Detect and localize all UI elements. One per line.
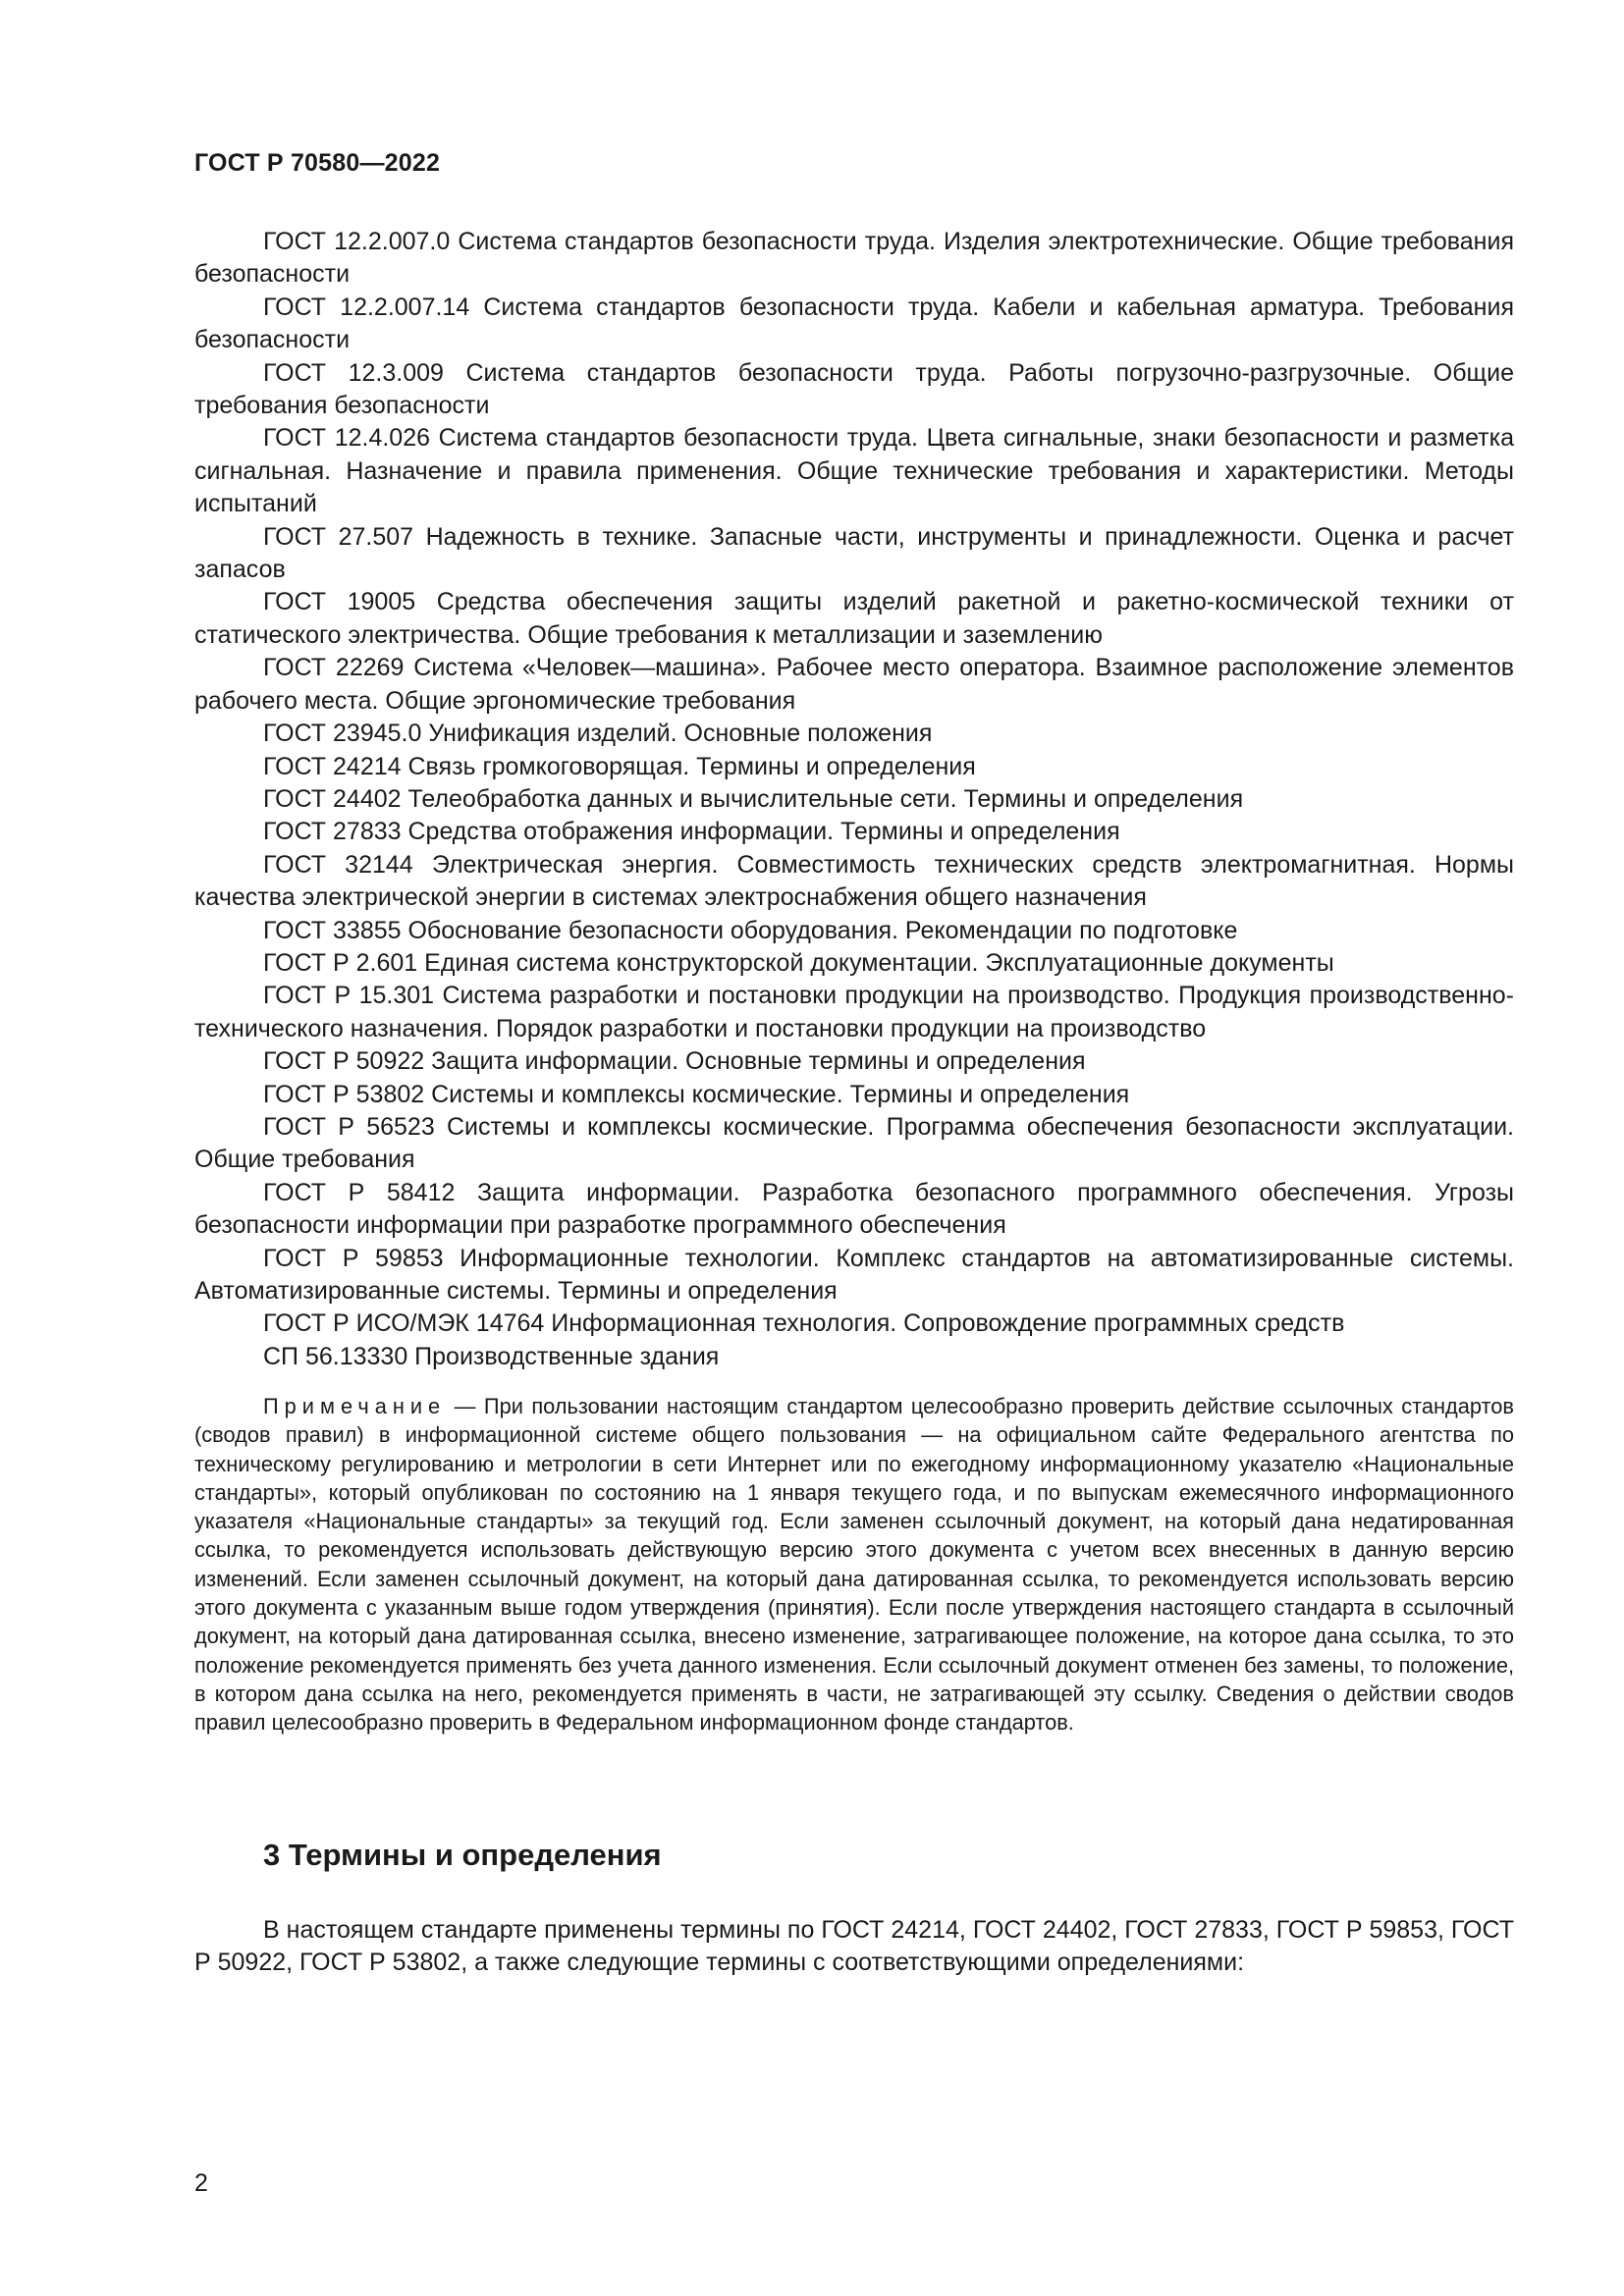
reference-item: ГОСТ Р 2.601 Единая система конструкторской документации. Эксплуатационные документы	[263, 948, 1334, 977]
note-text: — При пользовании настоящим стандартом целесообразно проверить действие ссылочных стандартов (сводов правил) в информационной системе общего пользования — на официальном сайте Федерального агентства по техническому регулированию и метрологии в сети Интернет или по ежегодному информационному указателю «Национальные стандарты», который опубликован по состоянию на 1 января текущего года, и по выпускам ежемесячного информационного указателя «Национальные стандарты» за текущий год. Если заменен ссылочный документ, на который дана недатированная ссылка, то рекомендуется использовать действующую версию этого документа с учетом всех внесенных в данную версию изменений. Если заменен ссылочный документ, на который дана датированная ссылка, то рекомендуется использовать версию этого документа с указанным выше годом утверждения (принятия). Если после утверждения настоящего стандарта в ссылочный документ, на который дана датированная ссылка, внесено изменение, затрагивающее положение, на которое дана ссылка, то это положение рекомендуется применять без учета данного изменения. Если ссылочный документ отменен без замены, то положение, в котором дана ссылка на него, рекомендуется применять в части, не затрагивающей эту ссылку. Сведения о действии сводов правил целесообразно проверить в Федеральном информационном фонде стандартов.	[194, 1394, 1514, 1735]
reference-item: СП 56.13330 Производственные здания	[263, 1342, 720, 1370]
reference-item: ГОСТ Р 58412 Защита информации. Разработка безопасного программного обеспечения. Угрозы безопасности информации при разработке программного обеспечения	[194, 1178, 1514, 1240]
normative-references-list	[194, 226, 1514, 1373]
reference-item: ГОСТ 19005 Средства обеспечения защиты изделий ракетной и ракетно-космической техники от статического электричества. Общие требования к металлизации и заземлению	[194, 588, 1514, 649]
reference-item: ГОСТ 12.4.026 Система стандартов безопасности труда. Цвета сигнальные, знаки безопасности и разметка сигнальная. Назначение и правила применения. Общие технические требования и характеристики. Методы испытаний	[194, 424, 1514, 518]
reference-item: ГОСТ 33855 Обоснование безопасности оборудования. Рекомендации по подготовке	[263, 916, 1238, 944]
section-title: 3 Термины и определения	[263, 1838, 662, 1872]
reference-item: ГОСТ 24214 Связь громкоговорящая. Термины и определения	[263, 752, 976, 780]
reference-item: ГОСТ Р 15.301 Система разработки и постановки продукции на производство. Продукция производственно-технического назначения. Порядок разработки и постановки продукции на производство	[194, 982, 1514, 1042]
reference-item: ГОСТ 12.2.007.14 Система стандартов безопасности труда. Кабели и кабельная арматура. Требования безопасности	[194, 293, 1514, 354]
reference-item: ГОСТ Р 56523 Системы и комплексы космические. Программа обеспечения безопасности эксплуатации. Общие требования	[194, 1112, 1514, 1174]
reference-item: ГОСТ Р ИСО/МЭК 14764 Информационная технология. Сопровождение программных средств	[263, 1309, 1345, 1338]
note-paragraph	[194, 1392, 1514, 1737]
running-header: ГОСТ Р 70580—2022	[194, 149, 441, 177]
page-number: 2	[194, 2169, 208, 2197]
reference-item: ГОСТ 12.3.009 Система стандартов безопасности труда. Работы погрузочно-разгрузочные. Общие требования безопасности	[194, 358, 1514, 420]
reference-item: ГОСТ 32144 Электрическая энергия. Совместимость технических средств электромагнитная. Нормы качества электрической энергии в системах электроснабжения общего назначения	[194, 850, 1514, 912]
section-body-paragraph: В настоящем стандарте применены термины по ГОСТ 24214, ГОСТ 24402, ГОСТ 27833, ГОСТ Р 59853, ГОСТ Р 50922, ГОСТ Р 53802, а также следующие термины с соответствующими определениями:	[194, 1916, 1514, 1977]
reference-item: ГОСТ Р 50922 Защита информации. Основные термины и определения	[263, 1047, 1086, 1076]
reference-item: ГОСТ 22269 Система «Человек—машина». Рабочее место оператора. Взаимное расположение элементов рабочего места. Общие эргономические требования	[194, 654, 1514, 715]
reference-item: ГОСТ 27833 Средства отображения информации. Термины и определения	[263, 818, 1120, 846]
reference-item: ГОСТ Р 53802 Системы и комплексы космические. Термины и определения	[263, 1080, 1130, 1108]
reference-item: ГОСТ 12.2.007.0 Система стандартов безопасности труда. Изделия электротехнические. Общие требования безопасности	[194, 228, 1514, 289]
reference-item: ГОСТ 23945.0 Унификация изделий. Основные положения	[263, 720, 933, 748]
reference-item: ГОСТ 27.507 Надежность в технике. Запасные части, инструменты и принадлежности. Оценка и расчет запасов	[194, 522, 1514, 584]
note-label: Примечание	[263, 1394, 447, 1418]
reference-item: ГОСТ 24402 Телеобработка данных и вычислительные сети. Термины и определения	[263, 784, 1244, 813]
reference-item: ГОСТ Р 59853 Информационные технологии. Комплекс стандартов на автоматизированные системы. Автоматизированные системы. Термины и определения	[194, 1244, 1514, 1305]
